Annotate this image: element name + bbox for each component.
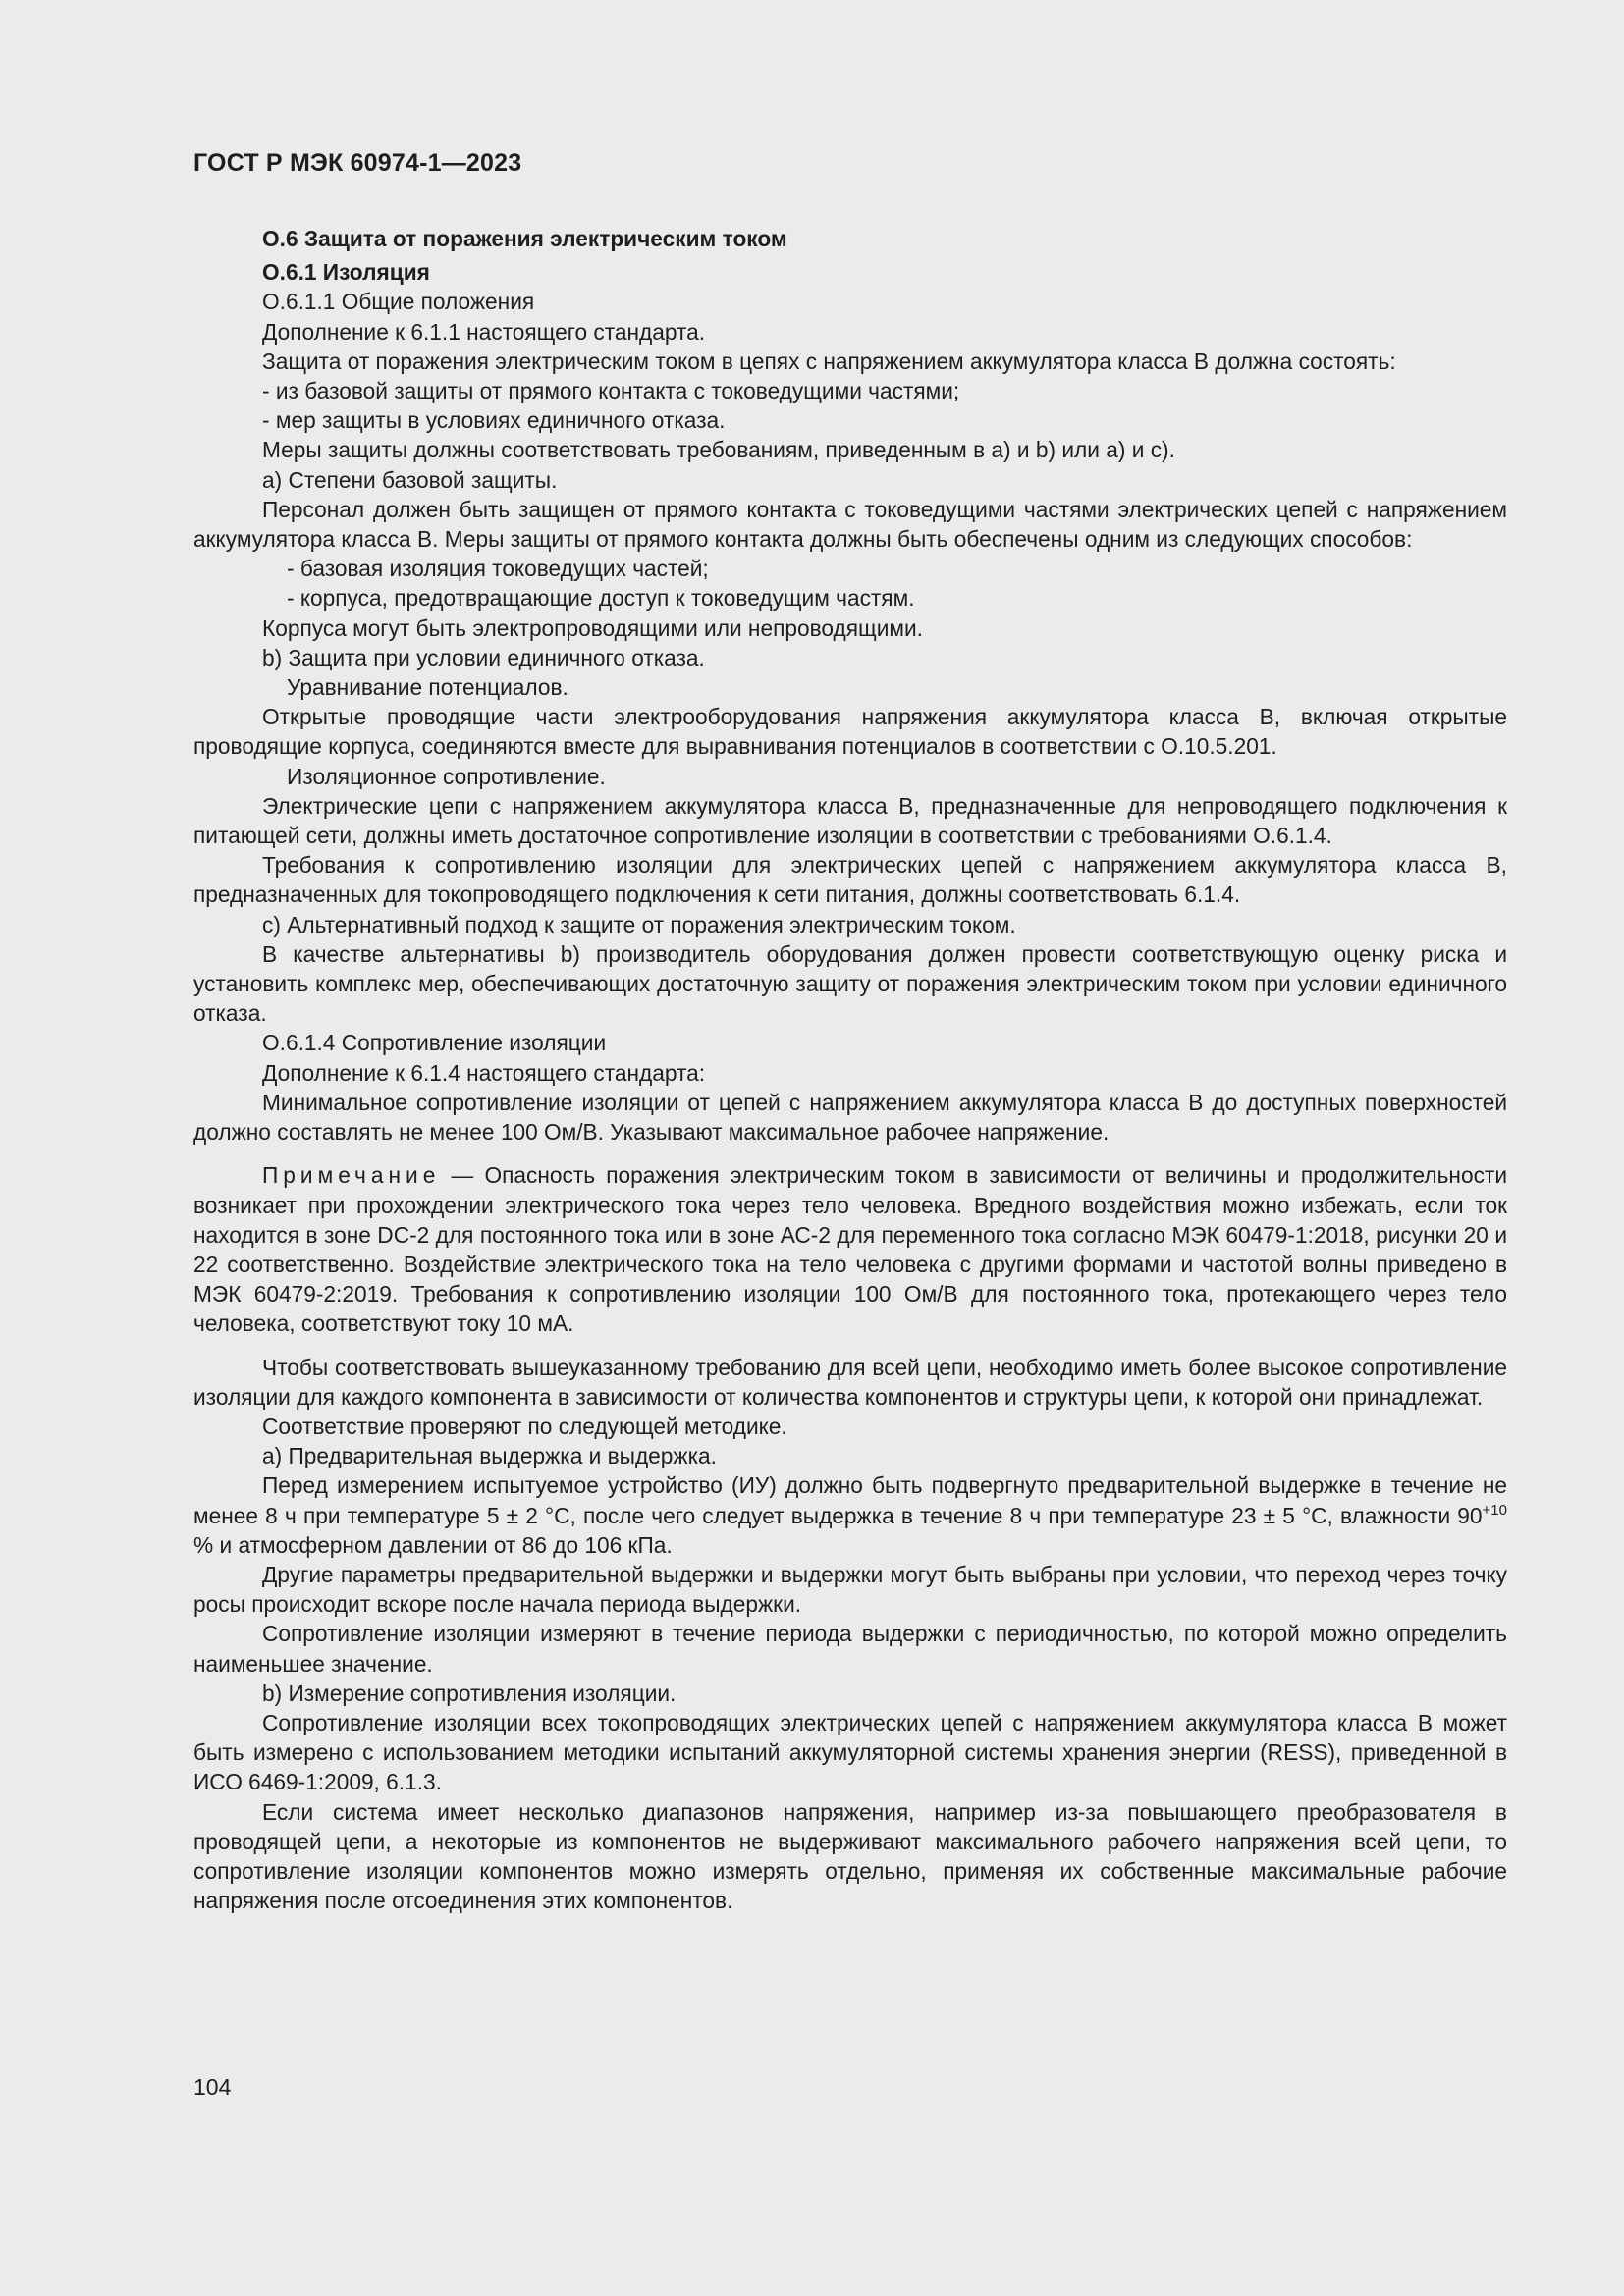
- paragraph: а) Степени базовой защиты.: [262, 466, 558, 493]
- list-item: - мер защиты в условиях единичного отказа.: [262, 407, 726, 434]
- paragraph: Изоляционное сопротивление.: [287, 763, 606, 789]
- paragraph: В качестве альтернативы b) производитель оборудования должен провести соответствующую оценку риска и установить комплекс мер, обеспечивающих достаточную защиту от поражения электрическим током при условии единичного отказа.: [193, 940, 1507, 1027]
- subsection-title: О.6.1 Изоляция: [262, 259, 430, 286]
- note-label: Примечание: [262, 1162, 441, 1189]
- section-title: О.6 Защита от поражения электрическим током: [262, 226, 787, 251]
- paragraph: b) Измерение сопротивления изоляции.: [262, 1680, 677, 1706]
- paragraph: О.6.1.4 Сопротивление изоляции: [262, 1030, 607, 1056]
- paragraph: Дополнение к 6.1.4 настоящего стандарта:: [262, 1059, 706, 1086]
- list-item: - базовая изоляция токоведущих частей;: [287, 556, 709, 582]
- paragraph: b) Защита при условии единичного отказа.: [262, 644, 705, 670]
- paragraph: Меры защиты должны соответствовать требованиям, приведенным в а) и b) или а) и с).: [262, 437, 1175, 463]
- paragraph: Открытые проводящие части электрооборудования напряжения аккумулятора класса В, включая открытые проводящие корпуса, соединяются вместе для выравнивания потенциалов в соответствии с О.10.5.201.: [193, 704, 1507, 760]
- page-number: 104: [193, 2074, 232, 2100]
- paragraph: Персонал должен быть защищен от прямого контакта с токоведущими частями электрических цепей с напряжением аккумулятора класса В. Меры защиты от прямого контакта должны быть обеспечены одним из следующих способов:: [193, 496, 1507, 553]
- note: [193, 1160, 1507, 1338]
- standard-header: ГОСТ Р МЭК 60974-1—2023: [193, 149, 522, 177]
- note-text: — Опасность поражения электрическим током в зависимости от величины и продолжительности возникает при прохождении электрического тока через тело человека. Вредного воздействия можно избежать, если ток находится в зоне DC-2 для постоянного тока или в зоне АС-2 для переменного тока согласно МЭК 60479-1:2018, рисунки 20 и 22 соответственно. Воздействие электрического тока на тело человека с другими формами и частотой волны приведено в МЭК 60479-2:2019. Требования к сопротивлению изоляции 100 Ом/В для постоянного тока, протекающего через тело человека, соответствуют току 10 мА.: [193, 1162, 1507, 1337]
- paragraph: Дополнение к 6.1.1 настоящего стандарта.: [262, 318, 706, 345]
- paragraph: Соответствие проверяют по следующей методике.: [262, 1413, 787, 1439]
- paragraph: Требования к сопротивлению изоляции для электрических цепей с напряжением аккумулятора класса В, предназначенных для токопроводящего подключения к сети питания, должны соответствовать 6.1.4.: [193, 852, 1507, 908]
- paragraph-text: Перед измерением испытуемое устройство (ИУ) должно быть подвергнуто предварительной выдержке в течение не менее 8 ч при температуре 5 ± 2 °С, после чего следует выдержка в течение 8 ч при температуре 23 ± 5 °С, влажности 90: [193, 1472, 1507, 1528]
- document-body: [193, 224, 1507, 1915]
- paragraph: Другие параметры предварительной выдержки и выдержки могут быть выбраны при условии, что переход через точку росы происходит вскоре после начала периода выдержки.: [193, 1561, 1507, 1618]
- paragraph: Чтобы соответствовать вышеуказанному требованию для всей цепи, необходимо иметь более высокое сопротивление изоляции для каждого компонента в зависимости от количества компонентов и структуры цепи, к которой они принадлежат.: [193, 1354, 1507, 1410]
- humidity-tolerance: +10: [1482, 1501, 1507, 1519]
- paragraph: [193, 1470, 1507, 1560]
- list-item: - корпуса, предотвращающие доступ к токоведущим частям.: [287, 585, 915, 612]
- paragraph: с) Альтернативный подход к защите от поражения электрическим током.: [262, 911, 1016, 937]
- paragraph: Сопротивление изоляции измеряют в течение периода выдержки с периодичностью, по которой можно определить наименьшее значение.: [193, 1621, 1507, 1677]
- paragraph: О.6.1.1 Общие положения: [262, 289, 535, 315]
- paragraph: Минимальное сопротивление изоляции от цепей с напряжением аккумулятора класса В до доступных поверхностей должно составлять не менее 100 Ом/В. Указывают максимальное рабочее напряжение.: [193, 1089, 1507, 1146]
- paragraph: Сопротивление изоляции всех токопроводящих электрических цепей с напряжением аккумулятора класса В может быть измерено с использованием методики испытаний аккумуляторной системы хранения энергии (RESS), приведенной в ИСО 6469-1:2009, 6.1.3.: [193, 1709, 1507, 1795]
- paragraph: Защита от поражения электрическим током в цепях с напряжением аккумулятора класса В должна состоять:: [262, 347, 1396, 374]
- paragraph: а) Предварительная выдержка и выдержка.: [262, 1443, 717, 1469]
- list-item: - из базовой защиты от прямого контакта с токоведущими частями;: [262, 378, 960, 404]
- paragraph-text: % и атмосферном давлении от 86 до 106 кПа.: [193, 1531, 673, 1558]
- paragraph: Если система имеет несколько диапазонов напряжения, например из-за повышающего преобразователя в проводящей цепи, а некоторые из компонентов не выдерживают максимального рабочего напряжения всей цепи, то сопротивление изоляции компонентов можно измерять отдельно, применяя их собственные максимальные рабочие напряжения после отсоединения этих компонентов.: [193, 1798, 1507, 1914]
- paragraph: Корпуса могут быть электропроводящими или непроводящими.: [262, 614, 923, 641]
- paragraph: Электрические цепи с напряжением аккумулятора класса В, предназначенные для непроводящего подключения к питающей сети, должны иметь достаточное сопротивление изоляции в соответствии с требованиями О.6.1.4.: [193, 792, 1507, 849]
- paragraph: Уравнивание потенциалов.: [287, 674, 568, 701]
